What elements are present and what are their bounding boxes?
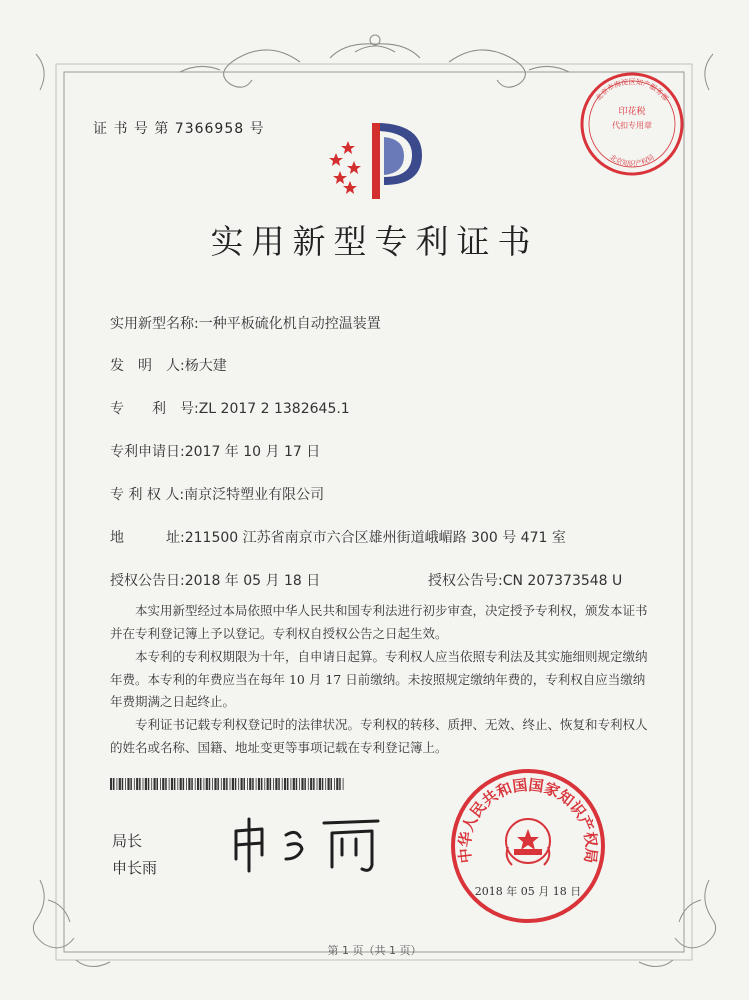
field-inventor-row (110, 355, 227, 375)
svg-text:北京市海淀区知产服务部: 北京市海淀区知产服务部 (594, 78, 670, 103)
field-address-value: 211500 江苏省南京市六合区雄州街道峨嵋路 300 号 471 室 (184, 530, 566, 546)
barcode (110, 778, 346, 790)
body-paragraph-3: 专利证书记载专利权登记时的法律状况。专利权的转移、质押、无效、终止、恢复和专利权人的姓名或名称、国籍、地址变更等事项记载在专利登记簿上。 (110, 717, 648, 755)
field-patentee-value: 南京泛特塑业有限公司 (184, 487, 325, 503)
patent-office-logo (318, 115, 433, 205)
svg-text:2018 年 05 月 18 日: 2018 年 05 月 18 日 (474, 885, 582, 898)
field-grant-no-label: 授权公告号: (428, 573, 503, 589)
field-address-row (110, 527, 566, 547)
field-patent-no-row (110, 398, 350, 418)
body-paragraph-2: 本专利的专利权期限为十年，自申请日起算。专利权人应当依照专利法及其实施细则规定缴纳年费。本专利的年费应当在每年 10 月 17 日前缴纳。未按照规定缴纳年费的，专利权自应当缴纳年费期满之日起终止。 (110, 649, 648, 709)
director-title: 局长 (112, 832, 143, 850)
field-filing-date-row (110, 441, 320, 461)
director-name: 申长雨 (112, 859, 158, 877)
field-grant-date-label: 授权公告日: (110, 573, 185, 589)
field-grant-date-value: 2018 年 05 月 18 日 (184, 573, 321, 589)
field-name-row (110, 313, 381, 333)
svg-text:中华人民共和国国家知识产权局: 中华人民共和国国家知识产权局 (455, 775, 601, 865)
tax-seal (578, 70, 686, 178)
certificate-title: 实用新型专利证书 (210, 222, 539, 261)
field-patentee-row (110, 484, 324, 504)
field-address-label: 地 址: (110, 530, 185, 546)
svg-text:代扣专用章: 代扣专用章 (612, 121, 652, 130)
svg-text:北京知识产权局: 北京知识产权局 (608, 153, 656, 168)
field-filing-date-label: 专利申请日: (110, 444, 185, 460)
national-ip-office-seal (449, 767, 607, 925)
field-patentee-label: 专 利 权 人: (110, 487, 185, 503)
field-name-label: 实用新型名称: (110, 316, 199, 332)
field-name-value: 一种平板硫化机自动控温装置 (198, 316, 381, 332)
field-grant-no-row (428, 570, 622, 590)
field-grant-date-row (110, 570, 320, 590)
field-patent-no-value: ZL 2017 2 1382645.1 (198, 401, 350, 417)
field-grant-no-value: CN 207373548 U (502, 573, 623, 589)
field-filing-date-value: 2017 年 10 月 17 日 (184, 444, 321, 460)
body-paragraph-1: 本实用新型经过本局依照中华人民共和国专利法进行初步审查，决定授予专利权，颁发本证书并在专利登记簿上予以登记。专利权自授权公告之日起生效。 (110, 603, 648, 641)
field-inventor-label: 发 明 人: (110, 358, 185, 374)
page-footer: 第 1 页（共 1 页） (327, 944, 422, 957)
director-signature (228, 815, 388, 875)
field-patent-no-label: 专 利 号: (110, 401, 199, 417)
certificate-number: 证 书 号 第 7366958 号 (93, 121, 265, 137)
svg-text:印花税: 印花税 (618, 107, 646, 117)
field-inventor-value: 杨大建 (184, 358, 227, 374)
